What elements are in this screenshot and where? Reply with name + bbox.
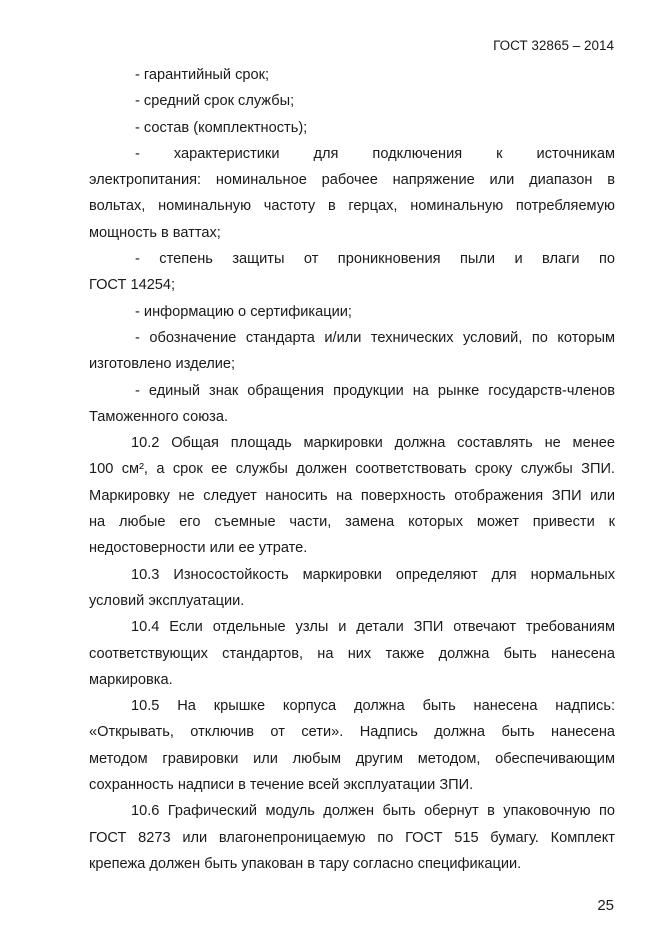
list-item-composition: - состав (комплектность); xyxy=(135,119,308,136)
clause-10-5: 10.5 На крышке корпуса должна быть нанесена надпись: xyxy=(131,698,615,715)
clause-10-2: 10.2 Общая площадь маркировки должна составлять не менее xyxy=(131,435,615,452)
text-line: соответствующих стандартов, на них также должна быть нанесена xyxy=(89,645,615,662)
list-item-power-characteristics: - характеристики для подключения к источникам xyxy=(135,145,615,162)
text-line: недостоверности или ее утрате. xyxy=(89,540,308,557)
text-line: Маркировку не следует наносить на поверхность отображения ЗПИ или xyxy=(89,487,615,504)
document-body xyxy=(89,62,615,877)
list-item-protection-degree: - степень защиты от проникновения пыли и влаги по xyxy=(135,251,615,268)
text-line: ГОСТ 8273 или влагонепроницаемую по ГОСТ 515 бумагу. Комплект xyxy=(89,829,615,846)
clause-10-6: 10.6 Графический модуль должен быть обернут в упаковочную по xyxy=(131,803,615,820)
clause-10-3: 10.3 Износостойкость маркировки определяют для нормальных xyxy=(131,566,615,583)
text-line: мощность в ваттах; xyxy=(89,224,221,241)
list-item-standard-designation: - обозначение стандарта и/или технических условий, по которым xyxy=(135,329,615,346)
clause-10-4: 10.4 Если отдельные узлы и детали ЗПИ отвечают требованиям xyxy=(131,619,615,636)
list-item-conformity-mark: - единый знак обращения продукции на рынке государств-членов xyxy=(135,382,615,399)
text-line: изготовлено изделие; xyxy=(89,356,236,373)
text-line: условий эксплуатации. xyxy=(89,592,245,609)
list-item-certification: - информацию о сертификации; xyxy=(135,303,352,320)
text-line: сохранность надписи в течение всей эксплуатации ЗПИ. xyxy=(89,777,474,794)
text-line: маркировка. xyxy=(89,671,173,688)
text-line: вольтах, номинальную частоту в герцах, номинальную потребляемую xyxy=(89,198,615,215)
text-line: Таможенного союза. xyxy=(89,408,229,425)
text-line: электропитания: номинальное рабочее напряжение или диапазон в xyxy=(89,172,615,189)
standard-designation: ГОСТ 32865 – 2014 xyxy=(493,38,614,53)
text-line: методом гравировки или любым другим методом, обеспечивающим xyxy=(89,750,615,767)
list-item-service-life: - средний срок службы; xyxy=(135,93,295,110)
text-line: 100 см², а срок ее службы должен соответствовать сроку службы ЗПИ. xyxy=(89,461,615,478)
text-line: «Открывать, отключив от сети». Надпись должна быть нанесена xyxy=(89,724,615,741)
page-number: 25 xyxy=(597,897,614,914)
text-line: на любые его съемные части, замена которых может привести к xyxy=(89,514,615,531)
list-item-warranty: - гарантийный срок; xyxy=(135,67,270,83)
text-line: крепежа должен быть упакован в тару согласно спецификации. xyxy=(89,855,522,872)
text-line: ГОСТ 14254; xyxy=(89,277,176,294)
